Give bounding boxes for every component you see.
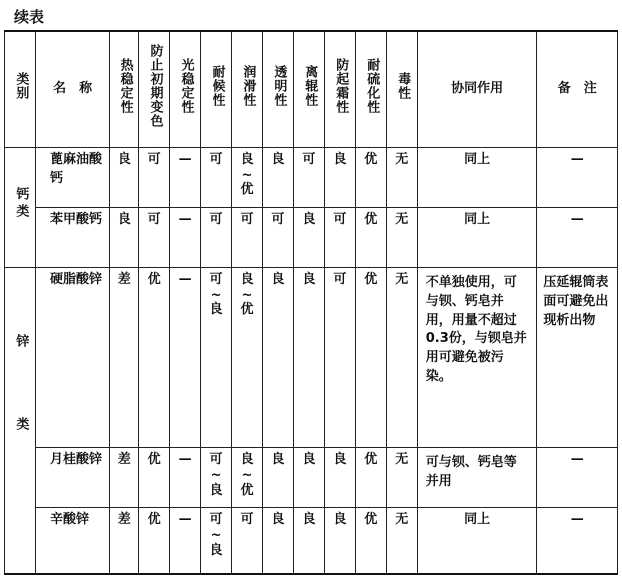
property-value: 可 [139, 147, 170, 207]
remarks-cell: 压延辊筒表面可避免出现析出物 [537, 267, 618, 447]
property-value: 可 [262, 207, 293, 267]
header-synergy: 协同作用 [417, 31, 537, 147]
header-category: 类别 [5, 31, 36, 147]
property-value: 优 [355, 147, 386, 207]
remarks-cell: — [537, 508, 618, 574]
property-value: 良 ~ 优 [232, 267, 263, 447]
property-value: 良 [262, 267, 293, 447]
property-value: 无 [386, 508, 417, 574]
property-value: 可 [324, 207, 355, 267]
synergy-cell: 不单独使用，可与钡、钙皂并用，用量不超过0.3份，与钡皂并用可避免被污染。 [417, 267, 537, 447]
synergy-cell: 同上 [417, 207, 537, 267]
property-value: 良 [110, 147, 139, 207]
table-row [5, 147, 618, 207]
property-value: 良 [293, 508, 324, 574]
property-value: 优 [139, 267, 170, 447]
header-property: 防止初期变色 [139, 31, 170, 147]
table-row [5, 267, 618, 447]
header-name: 名 称 [35, 31, 109, 147]
property-value: 良 [110, 207, 139, 267]
property-value: 优 [139, 448, 170, 508]
property-value: 良 [262, 448, 293, 508]
property-value: 可 ~ 良 [201, 267, 232, 447]
product-name: 辛酸锌 [35, 508, 109, 574]
header-row [5, 31, 618, 147]
property-value: 良 [293, 267, 324, 447]
remarks-cell: — [537, 207, 618, 267]
property-value: — [170, 147, 201, 207]
property-value: 优 [139, 508, 170, 574]
property-value: — [170, 207, 201, 267]
synergy-cell: 同上 [417, 147, 537, 207]
property-value: 可 ~ 良 [201, 508, 232, 574]
property-value: 无 [386, 267, 417, 447]
property-value: 优 [355, 448, 386, 508]
property-value: 良 [262, 508, 293, 574]
header-property: 润滑性 [232, 31, 263, 147]
remarks-cell: — [537, 448, 618, 508]
property-value: 良 ~ 优 [232, 147, 263, 207]
header-property: 毒性 [386, 31, 417, 147]
property-value: — [170, 508, 201, 574]
property-value: 良 [324, 508, 355, 574]
product-name: 苯甲酸钙 [35, 207, 109, 267]
property-value: 无 [386, 448, 417, 508]
header-property: 光稳定性 [170, 31, 201, 147]
property-value: 良 [324, 147, 355, 207]
property-value: 良 [293, 207, 324, 267]
product-name: 硬脂酸锌 [35, 267, 109, 447]
property-value: 可 ~ 良 [201, 448, 232, 508]
header-property: 防起霜性 [324, 31, 355, 147]
header-property: 耐硫化性 [355, 31, 386, 147]
product-name: 蓖麻油酸钙 [35, 147, 109, 207]
category-cell: 钙类 [5, 147, 36, 267]
property-value: 良 [324, 448, 355, 508]
header-property: 热稳定性 [110, 31, 139, 147]
property-value: 无 [386, 147, 417, 207]
property-value: — [170, 448, 201, 508]
property-value: 差 [110, 508, 139, 574]
property-value: 可 [232, 207, 263, 267]
category-cell: 锌类 [5, 267, 36, 574]
property-value: 优 [355, 207, 386, 267]
property-value: 差 [110, 267, 139, 447]
table-caption: 续表 [14, 8, 45, 26]
property-value: 可 [324, 267, 355, 447]
synergy-cell: 同上 [417, 508, 537, 574]
property-value: 可 [201, 207, 232, 267]
table-row [5, 207, 618, 267]
properties-table [4, 30, 618, 575]
property-value: — [170, 267, 201, 447]
table-row [5, 508, 618, 574]
property-value: 良 ~ 优 [232, 448, 263, 508]
property-value: 可 [232, 508, 263, 574]
header-property: 透明性 [262, 31, 293, 147]
header-property: 耐候性 [201, 31, 232, 147]
property-value: 优 [355, 508, 386, 574]
property-value: 优 [355, 267, 386, 447]
table-row [5, 448, 618, 508]
property-value: 无 [386, 207, 417, 267]
property-value: 可 [139, 207, 170, 267]
property-value: 差 [110, 448, 139, 508]
property-value: 良 [293, 448, 324, 508]
header-remarks: 备 注 [537, 31, 618, 147]
property-value: 可 [293, 147, 324, 207]
remarks-cell: — [537, 147, 618, 207]
synergy-cell: 可与钡、钙皂等并用 [417, 448, 537, 508]
property-value: 良 [262, 147, 293, 207]
product-name: 月桂酸锌 [35, 448, 109, 508]
header-property: 离辊性 [293, 31, 324, 147]
property-value: 可 [201, 147, 232, 207]
